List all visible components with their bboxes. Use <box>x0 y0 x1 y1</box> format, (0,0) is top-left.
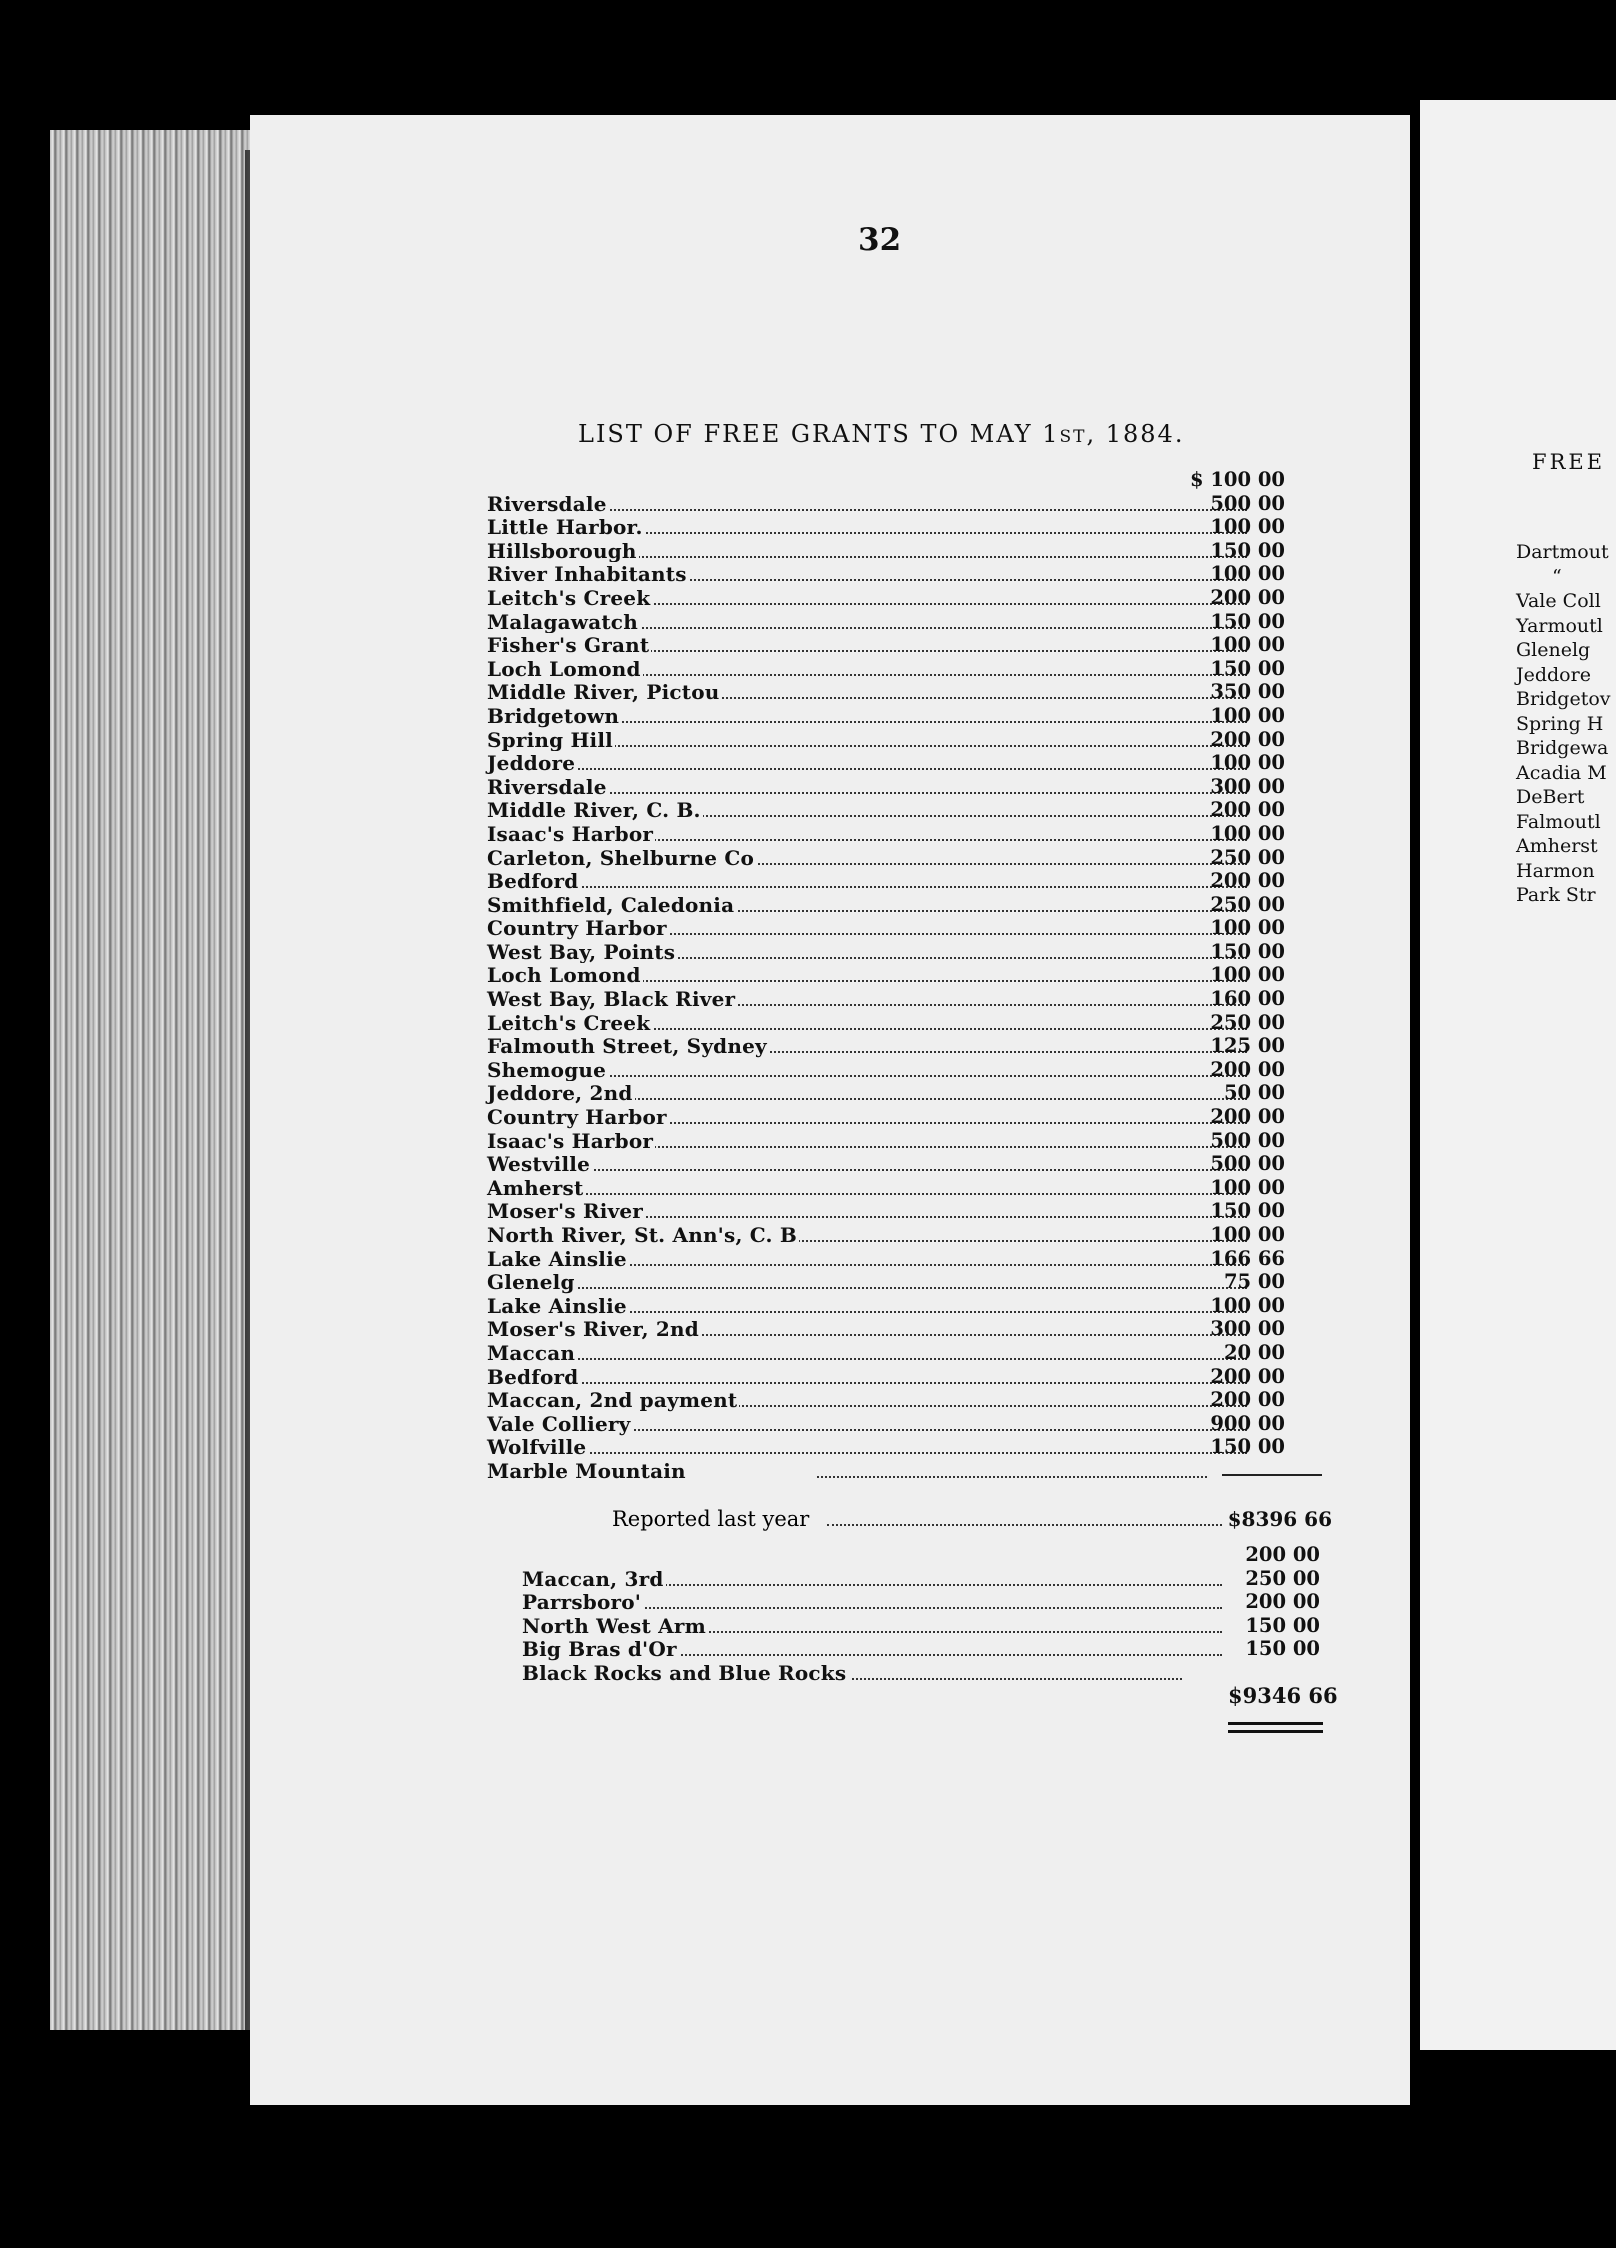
book-page-edges <box>50 130 250 2030</box>
facing-page-list <box>1516 540 1611 908</box>
list-item <box>487 1011 1247 1035</box>
facing-page-item: Glenelg <box>1516 639 1591 661</box>
grant-amount: 150 00 <box>1210 1435 1285 1459</box>
list-item <box>487 822 1247 846</box>
list-item <box>487 1153 1247 1177</box>
grant-amount: 200 00 <box>1210 869 1285 893</box>
leader-dots <box>487 1287 1247 1289</box>
grant-amount: 250 00 <box>1210 1010 1285 1034</box>
grant-amount: 100 00 <box>1210 1223 1285 1246</box>
list-item <box>487 1389 1247 1413</box>
facing-page-item: Bridgewa <box>1516 737 1609 759</box>
facing-page-item: Spring H <box>1516 712 1604 735</box>
list-item <box>522 1661 1222 1685</box>
opening-amount: $ 100 00 <box>1190 468 1285 491</box>
grant-amount: 125 00 <box>1210 1034 1285 1058</box>
grant-location: Marble Mountain <box>487 1458 686 1483</box>
additional-grant-list <box>522 1567 1222 1685</box>
grand-total: $9346 66 <box>1228 1683 1338 1708</box>
grant-location: West Bay, Black River <box>487 987 736 1012</box>
list-item <box>487 940 1247 964</box>
list-item <box>487 1459 1247 1483</box>
list-item <box>487 1341 1247 1365</box>
list-item <box>487 1105 1247 1129</box>
grant-location: Isaac's Harbor <box>487 821 654 846</box>
grant-amount: 20 00 <box>1223 1340 1285 1364</box>
list-item <box>522 1614 1222 1638</box>
list-title <box>578 420 1184 448</box>
grant-location: Moser's River, 2nd <box>487 1317 699 1342</box>
grant-amount: 150 00 <box>1210 538 1285 562</box>
grant-location: Amherst <box>487 1175 584 1200</box>
list-item <box>487 964 1247 988</box>
grant-location: Big Bras d'Or <box>522 1637 677 1662</box>
grant-location: Parrsboro' <box>522 1590 642 1615</box>
reported-label: Reported last year <box>612 1507 810 1531</box>
grant-amount: 300 00 <box>1210 1317 1285 1341</box>
list-item <box>487 1247 1247 1271</box>
grant-location: Riversdale <box>487 774 607 799</box>
grant-amount: 100 00 <box>1210 751 1285 775</box>
facing-page-item: Harmon <box>1516 859 1595 882</box>
grant-location: Leitch's Creek <box>487 1010 651 1035</box>
grant-amount: 200 00 <box>1210 798 1285 822</box>
list-item <box>487 1271 1247 1295</box>
grant-amount: 150 00 <box>1210 609 1285 633</box>
grant-amount: 100 00 <box>1210 562 1285 586</box>
list-item <box>487 775 1247 799</box>
facing-page-item: Dartmout <box>1516 541 1609 563</box>
grant-amount: 75 00 <box>1223 1270 1285 1294</box>
grant-amount: 200 00 <box>1210 1057 1285 1081</box>
grant-location: Bridgetown <box>487 703 620 728</box>
list-item <box>522 1591 1222 1615</box>
grant-location: Carleton, Shelburne Co <box>487 845 755 870</box>
grant-location: Leitch's Creek <box>487 585 651 610</box>
grant-location: Maccan, 2nd payment <box>487 1388 738 1413</box>
grant-location: Loch Lomond <box>487 656 641 681</box>
leader-dots <box>487 886 1247 888</box>
grant-amount: 300 00 <box>1210 774 1285 798</box>
grant-location: Middle River, Pictou <box>487 680 720 705</box>
grant-location: Hillsborough <box>487 538 637 563</box>
list-item <box>487 1035 1247 1059</box>
facing-page-item: Acadia M <box>1516 761 1607 784</box>
leader-dots <box>487 1382 1247 1384</box>
list-item <box>487 1082 1247 1106</box>
grant-location: Vale Colliery <box>487 1411 631 1436</box>
leader-dots <box>487 1452 1247 1454</box>
list-item <box>487 516 1247 540</box>
reported-leader-dots <box>827 1524 1222 1526</box>
list-item <box>487 752 1247 776</box>
grant-amount: 200 00 <box>1210 1388 1285 1412</box>
grant-amount: 150 00 <box>1245 1637 1320 1661</box>
grant-location: North River, St. Ann's, C. B <box>487 1223 797 1247</box>
grant-amount-column <box>1165 468 1285 1459</box>
grant-location: Little Harbor. <box>487 515 643 540</box>
grant-amount: 100 00 <box>1210 1293 1285 1317</box>
list-item <box>487 704 1247 728</box>
grant-amount: 900 00 <box>1210 1411 1285 1435</box>
facing-page-item: Park Str <box>1516 884 1596 906</box>
list-title-year: , 1884. <box>1086 420 1185 448</box>
list-item <box>487 1294 1247 1318</box>
grant-location: Wolfville <box>487 1435 587 1460</box>
subtotal-rule <box>1222 1474 1322 1476</box>
list-item <box>487 586 1247 610</box>
list-item <box>487 563 1247 587</box>
grant-amount: 100 00 <box>1210 1175 1285 1199</box>
list-item <box>487 1223 1247 1247</box>
page-number: 32 <box>858 222 902 258</box>
grant-location: Maccan, 3rd <box>522 1566 664 1591</box>
grant-location: Lake Ainslie <box>487 1293 627 1318</box>
reported-subtotal: $8396 66 <box>1227 1507 1332 1531</box>
reported-last-year-row <box>612 1505 1332 1535</box>
list-item <box>487 870 1247 894</box>
grant-location: Black Rocks and Blue Rocks <box>522 1660 847 1685</box>
grant-amount: 150 00 <box>1210 939 1285 963</box>
list-item <box>487 634 1247 658</box>
leader-dots <box>817 1476 1207 1478</box>
leader-dots <box>852 1678 1182 1680</box>
grant-location: Fisher's Grant <box>487 633 650 658</box>
list-item <box>487 987 1247 1011</box>
grant-amount: 350 00 <box>1210 680 1285 704</box>
grant-entry-list <box>487 492 1247 1483</box>
grant-location: Maccan <box>487 1340 576 1365</box>
list-item <box>487 1318 1247 1342</box>
list-item <box>487 1436 1247 1460</box>
list-item <box>487 846 1247 870</box>
total-double-rule-bottom <box>1228 1730 1323 1733</box>
list-item <box>487 610 1247 634</box>
leader-dots <box>487 1358 1247 1360</box>
grant-location: Country Harbor <box>487 1105 667 1130</box>
additional-amount-column <box>1200 1543 1320 1661</box>
grant-amount: 500 00 <box>1210 491 1285 515</box>
grant-location: Moser's River <box>487 1199 644 1224</box>
list-item <box>522 1567 1222 1591</box>
list-item <box>487 893 1247 917</box>
grant-amount: 250 00 <box>1210 845 1285 869</box>
grant-location: Riversdale <box>487 491 607 516</box>
grant-amount: 100 00 <box>1210 703 1285 727</box>
facing-page-title: FREE <box>1532 450 1606 474</box>
grant-location: Glenelg <box>487 1270 575 1295</box>
grant-location: Country Harbor <box>487 916 667 941</box>
grant-location: Isaac's Harbor <box>487 1128 654 1153</box>
grant-location: North West Arm <box>522 1613 706 1638</box>
grant-amount: 500 00 <box>1210 1128 1285 1152</box>
facing-page-item: Bridgetov <box>1516 688 1611 710</box>
grant-amount: 100 00 <box>1210 633 1285 657</box>
grant-amount: 50 00 <box>1223 1081 1285 1105</box>
grant-amount: 160 00 <box>1210 987 1285 1011</box>
grant-location: Bedford <box>487 1364 579 1389</box>
grant-location: Spring Hill <box>487 727 613 752</box>
grant-amount: 500 00 <box>1210 1152 1285 1176</box>
leader-dots <box>487 768 1247 770</box>
grant-location: Malagawatch <box>487 609 638 634</box>
list-item <box>487 1365 1247 1389</box>
list-item <box>487 657 1247 681</box>
grant-amount: 200 00 <box>1210 585 1285 609</box>
grant-location: Falmouth Street, Sydney <box>487 1034 767 1059</box>
grant-location: Loch Lomond <box>487 963 641 988</box>
grant-amount: 250 00 <box>1245 1566 1320 1590</box>
leader-dots <box>487 1169 1247 1171</box>
grant-amount: 150 00 <box>1210 1199 1285 1223</box>
grant-amount: 100 00 <box>1210 963 1285 987</box>
facing-page <box>1420 100 1616 2050</box>
grant-location: River Inhabitants <box>487 562 687 587</box>
grant-amount: 100 00 <box>1210 916 1285 940</box>
facing-page-item: Falmoutl <box>1516 810 1601 833</box>
list-item <box>487 1412 1247 1436</box>
list-item <box>487 1200 1247 1224</box>
total-double-rule-top <box>1228 1722 1323 1725</box>
list-item <box>487 681 1247 705</box>
leader-dots <box>487 1193 1247 1195</box>
list-item <box>487 728 1247 752</box>
list-title-superscript: ST <box>1059 427 1087 447</box>
list-item <box>487 799 1247 823</box>
grant-amount: 150 00 <box>1245 1613 1320 1637</box>
grant-amount: 166 66 <box>1210 1246 1285 1270</box>
grant-amount: 200 00 <box>1210 727 1285 751</box>
grant-amount: 200 00 <box>1210 1105 1285 1129</box>
list-item <box>487 539 1247 563</box>
grant-location: West Bay, Points <box>487 939 676 964</box>
grant-location: Shemogue <box>487 1057 607 1082</box>
facing-page-item: Amherst <box>1516 835 1598 857</box>
list-item <box>487 917 1247 941</box>
grant-amount: 250 00 <box>1210 892 1285 916</box>
grant-location: Lake Ainslie <box>487 1246 627 1271</box>
grant-amount: 200 00 <box>1210 1364 1285 1388</box>
grant-location: Middle River, C. B. <box>487 798 701 823</box>
list-item <box>487 492 1247 516</box>
list-item <box>487 1058 1247 1082</box>
facing-page-item: Yarmoutl <box>1516 614 1603 637</box>
list-title-main: LIST OF FREE GRANTS TO MAY 1 <box>578 420 1060 448</box>
grant-location: Jeddore, 2nd <box>487 1081 633 1106</box>
grant-amount: 100 00 <box>1210 515 1285 539</box>
grant-amount: 200 00 <box>1245 1590 1320 1614</box>
list-item <box>487 1129 1247 1153</box>
grant-location: Bedford <box>487 869 579 894</box>
grant-location: Smithfield, Caledonia <box>487 892 735 917</box>
grant-location: Jeddore <box>487 751 576 776</box>
opening-amount-2: 200 00 <box>1245 1543 1320 1566</box>
list-item <box>522 1638 1222 1662</box>
facing-page-item: DeBert <box>1516 786 1585 808</box>
list-item <box>487 1176 1247 1200</box>
facing-page-item: “ <box>1552 565 1562 588</box>
facing-page-item: Vale Coll <box>1516 590 1601 612</box>
grant-location: Westville <box>487 1152 590 1177</box>
grant-amount: 150 00 <box>1210 656 1285 680</box>
grant-amount: 100 00 <box>1210 821 1285 845</box>
facing-page-item: Jeddore <box>1516 663 1591 686</box>
